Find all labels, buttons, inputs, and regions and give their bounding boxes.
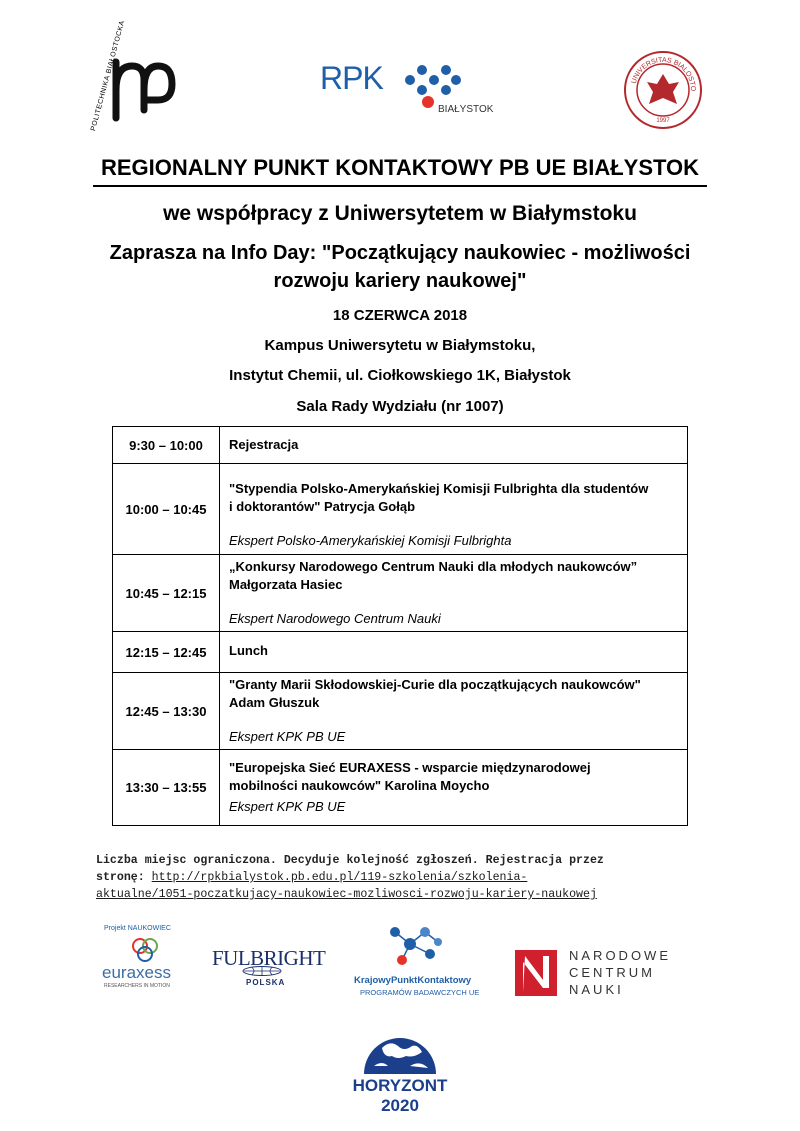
desc-cell	[220, 555, 688, 632]
euraxess-name: euraxess	[102, 963, 171, 982]
ncn-line-1: NARODOWE	[569, 948, 671, 963]
session-expert: Ekspert KPK PB UE	[229, 799, 346, 814]
rpk-dots-icon	[398, 58, 468, 108]
invite-line-2: rozwoju kariery naukowej"	[273, 270, 527, 292]
horizon-label: HORYZONT 2020	[352, 1076, 448, 1115]
globe-icon	[242, 966, 282, 976]
venue-line-3: Sala Rady Wydziału (nr 1007)	[296, 398, 504, 415]
ncn-mark-icon	[513, 948, 559, 998]
kpk-molecule-icon	[380, 922, 450, 972]
page-title: REGIONALNY PUNKT KONTAKTOWY PB UE BIAŁYSTOK	[100, 155, 700, 180]
desc-cell	[220, 427, 688, 464]
table-row	[113, 555, 688, 632]
venue-line-1: Kampus Uniwersytetu w Białymstoku,	[264, 337, 536, 354]
note-line-1: Liczba miejsc ograniczona. Decyduje kolejność zgłoszeń. Rejestracja przez	[96, 854, 604, 867]
session-speaker: i doktorantów" Patrycja Gołąb	[229, 499, 416, 514]
table-row	[113, 673, 688, 750]
desc-cell	[220, 464, 688, 555]
time-cell: 10:45 – 12:15	[113, 555, 220, 632]
euraxess-project-label: Projekt NAUKOWIEC	[104, 925, 171, 932]
session-title: "Granty Marii Skłodowskiej-Curie dla początkujących naukowców"	[229, 677, 641, 692]
event-date: 18 CZERWCA 2018	[332, 307, 468, 324]
university-seal	[623, 50, 703, 130]
time-cell: 9:30 – 10:00	[113, 427, 220, 464]
registration-link-cont[interactable]: aktualne/1051-poczatkujacy-naukowiec-mozliwosci-rozwoju-kariery-naukowej	[96, 888, 597, 901]
pb-logo-text: POLITECHNIKA BIAŁOSTOCKA	[90, 19, 127, 132]
desc-cell	[220, 750, 688, 826]
note-prefix: stronę:	[96, 871, 152, 884]
schedule-table	[112, 426, 688, 826]
horizon-2020-logo	[340, 1030, 460, 1115]
ncn-line-3: NAUKI	[569, 982, 624, 997]
session-expert: Ekspert KPK PB UE	[229, 729, 346, 744]
session-title: „Konkursy Narodowego Centrum Nauki dla młodych naukowców”	[229, 559, 638, 574]
venue-line-2: Instytut Chemii, ul. Ciołkowskiego 1K, Białystok	[229, 367, 571, 384]
session-speaker: Małgorzata Hasiec	[229, 577, 343, 592]
kpk-logo	[350, 922, 480, 1002]
seal-year: 1997	[656, 118, 670, 124]
session-title: "Stypendia Polsko-Amerykańskiej Komisji Fulbrighta dla studentów	[229, 481, 649, 496]
table-row	[113, 427, 688, 464]
session-speaker: mobilności naukowców" Karolina Moycho	[229, 778, 490, 793]
subtitle: we współpracy z Uniwersytetem w Białymstoku	[163, 202, 637, 225]
rpk-logo-text: RPK	[320, 60, 383, 96]
registration-note	[96, 852, 716, 903]
kpk-line-1: KrajowyPunktKontaktowy	[354, 975, 472, 986]
table-row	[113, 750, 688, 826]
session-expert: Ekspert Narodowego Centrum Nauki	[229, 611, 441, 626]
rpk-logo	[320, 52, 500, 122]
horizon-globe-icon	[362, 1030, 438, 1074]
session-title: Lunch	[229, 643, 268, 658]
time-cell: 10:00 – 10:45	[113, 464, 220, 555]
fulbright-country: POLSKA	[246, 978, 286, 987]
session-title: "Europejska Sieć EURAXESS - wsparcie międzynarodowej	[229, 760, 591, 775]
euraxess-tagline: RESEARCHERS IN MOTION	[104, 983, 170, 989]
invite-line-1: Zaprasza na Info Day: "Początkujący naukowiec - możliwości	[109, 242, 691, 264]
time-cell: 12:45 – 13:30	[113, 673, 220, 750]
session-expert: Ekspert Polsko-Amerykańskiej Komisji Fulbrighta	[229, 533, 512, 548]
euraxess-logo	[100, 925, 190, 995]
pb-logo	[88, 19, 188, 140]
desc-cell	[220, 673, 688, 750]
desc-cell	[220, 632, 688, 673]
title-rule	[93, 185, 707, 187]
time-cell: 12:15 – 12:45	[113, 632, 220, 673]
session-title: Rejestracja	[229, 437, 299, 452]
table-row	[113, 464, 688, 555]
registration-link[interactable]: http://rpkbialystok.pb.edu.pl/119-szkolenia/szkolenia-	[151, 871, 528, 884]
rpk-city: BIAŁYSTOK	[438, 104, 494, 115]
kpk-line-2: PROGRAMÓW BADAWCZYCH UE	[360, 988, 480, 997]
table-row	[113, 632, 688, 673]
ncn-line-2: CENTRUM	[569, 965, 655, 980]
fulbright-name: FULBRIGHT	[212, 946, 326, 970]
ncn-logo	[513, 946, 693, 1000]
fulbright-logo	[212, 946, 326, 996]
seal-text: UNIVERSITAS BIALOSTO	[630, 56, 697, 92]
euraxess-rings-icon	[130, 937, 160, 963]
session-speaker: Adam Głuszuk	[229, 695, 320, 710]
time-cell: 13:30 – 13:55	[113, 750, 220, 826]
